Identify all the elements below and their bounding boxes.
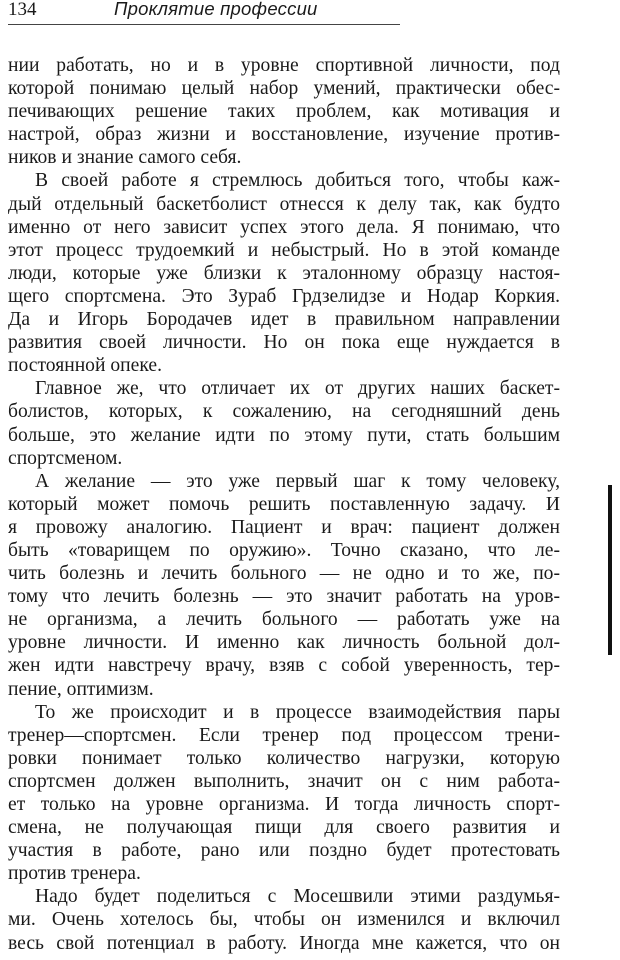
text-line: печивающих решение таких проблем, как мотивация и <box>8 101 560 123</box>
text-line: я провожу аналогию. Пациент и врач: пациент должен <box>8 516 560 538</box>
text-line: уровне личности. И именно как личность больной дол- <box>8 632 560 654</box>
running-title: Проклятие профессии <box>114 0 318 19</box>
text-line: То же происходит и в процессе взаимодействия пары <box>35 701 560 723</box>
text-line: пение, оптимизм. <box>8 678 154 700</box>
text-line: ников и знание самого себя. <box>8 147 242 169</box>
text-line: который может помочь решить поставленную задачу. И <box>8 493 560 515</box>
paragraph <box>8 701 560 886</box>
text-line: чить болезнь и лечить больного — не одно и то же, по- <box>8 563 560 585</box>
text-line: которой понимаю целый набор умений, практически обес- <box>8 78 560 100</box>
text-line: смена, не получающая пищи для своего развития и <box>8 817 560 839</box>
text-line: жен идти навстречу врачу, взяв с собой уверенность, тер- <box>8 655 560 677</box>
text-line: болистов, которых, к сожалению, на сегодняшний день <box>8 401 560 423</box>
paragraph <box>8 377 560 469</box>
paragraph <box>8 54 560 169</box>
text-line: спортсмен должен выполнить, значит он с ним работа- <box>8 770 560 792</box>
text-line: развития своей личности. Но он пока еще нуждается в <box>8 332 560 354</box>
text-line: Главное же, что отличает их от других наших баскет- <box>35 378 560 400</box>
text-line: тому что лечить болезнь — это значит работать на уров- <box>8 586 560 608</box>
text-line: люди, которые уже близки к эталонному образцу настоя- <box>8 262 560 284</box>
text-line: ми. Очень хотелось бы, чтобы он изменился и включил <box>8 909 560 931</box>
text-line: А желание — это уже первый шаг к тому человеку, <box>35 470 560 492</box>
text-line: Надо будет поделиться с Мосешвили этими раздумья- <box>35 886 560 908</box>
text-line: быть «товарищем по оружию». Точно сказано, что ле- <box>8 539 560 561</box>
text-line: этот процесс трудоемкий и небыстрый. Но в этой команде <box>8 239 560 261</box>
page-number: 134 <box>8 0 37 20</box>
paragraph <box>8 169 560 377</box>
text-line: именно от него зависит успех этого дела. Я понимаю, что <box>8 216 560 238</box>
text-line: больше, это желание идти по этому пути, стать большим <box>8 424 560 446</box>
text-line: В своей работе я стремлюсь добиться того, чтобы каж- <box>35 170 560 192</box>
text-line: нии работать, но и в уровне спортивной личности, под <box>8 55 560 76</box>
paragraph <box>8 885 560 954</box>
text-line: не организма, а лечить больного — работать уже на <box>8 609 560 631</box>
margin-mark-bar <box>608 485 612 655</box>
text-line: постоянной опеке. <box>8 355 162 377</box>
text-line: участия в работе, рано или поздно будет протестовать <box>8 840 560 862</box>
running-header <box>8 0 400 25</box>
text-line: весь свой потенциал в работу. Иногда мне кажется, что он <box>8 932 560 954</box>
text-line: тренер—спортсмен. Если тренер под процессом трени- <box>8 724 560 746</box>
paragraph <box>8 470 560 701</box>
text-line: спортсменом. <box>8 447 123 469</box>
text-line: щего спортсмена. Это Зураб Грдзелидзе и Нодар Коркия. <box>8 285 560 307</box>
text-line: настрой, образ жизни и восстановление, изучение против- <box>8 124 560 146</box>
text-line: дый отдельный баскетболист отнесся к делу так, как будто <box>8 193 560 215</box>
text-line: Да и Игорь Бородачев идет в правильном направлении <box>8 309 560 331</box>
body-text <box>8 54 560 955</box>
text-line: против тренера. <box>8 863 141 885</box>
text-line: ет только на уровне организма. И тогда личность спорт- <box>8 794 560 815</box>
text-line: ровки понимает только количество нагрузки, которую <box>8 747 560 769</box>
